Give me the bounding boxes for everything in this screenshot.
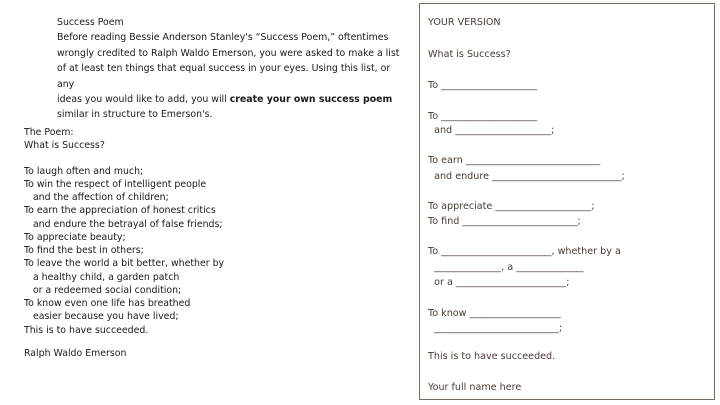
blank-line[interactable]: or a _______________________; (428, 277, 570, 288)
your-version-heading: YOUR VERSION (428, 17, 501, 28)
poem-subtitle: What is Success? (24, 140, 105, 152)
poem-line: To know even one life has breathed (24, 298, 191, 309)
blank-line[interactable]: __________________________; (428, 323, 563, 334)
instructions-line-text: ideas you would like to add, you will (57, 94, 227, 106)
poem-line: To laugh often and much; (24, 165, 144, 177)
poem-line: To appreciate beauty; (24, 231, 126, 243)
instructions-line: similar in structure to Emerson's. (57, 109, 213, 121)
instructions-emphasis: create your own success poem (229, 94, 393, 106)
poem-line: This is to have succeeded. (24, 324, 149, 336)
poem-line: easier because you have lived; (24, 311, 179, 323)
poem-line: To earn the appreciation of honest critics (24, 205, 216, 217)
blank-line[interactable]: and ____________________; (428, 125, 555, 136)
instructions (57, 15, 407, 123)
instructions-title: Success Poem (57, 17, 124, 28)
instructions-line (57, 92, 407, 107)
blank-line[interactable]: To find ________________________; (428, 216, 581, 227)
blank-line[interactable]: To earn ____________________________ (428, 155, 601, 166)
blank-line[interactable]: To know ___________________ (428, 308, 561, 319)
full-name-field[interactable]: Your full name here (428, 382, 522, 393)
blank-line[interactable]: and endure ___________________________; (428, 171, 625, 182)
poem-line: and endure the betrayal of false friends; (24, 218, 223, 230)
blank-line[interactable]: To ____________________ (428, 111, 538, 122)
closing-line: This is to have succeeded. (428, 351, 556, 362)
emerson-poem (24, 126, 394, 360)
poem-line: To leave the world a bit better, whether by (24, 258, 225, 270)
poem-header: The Poem: (24, 127, 74, 138)
your-version-question: What is Success? (428, 49, 511, 60)
blank-line[interactable]: To _______________________, whether by a (428, 246, 621, 257)
poem-line: a healthy child, a garden patch (24, 271, 180, 283)
your-version-panel (419, 3, 715, 400)
poem-line: To find the best in others; (24, 245, 144, 256)
blank-line[interactable]: To ____________________ (428, 80, 538, 91)
blank-line[interactable]: ______________, a ______________ (428, 262, 584, 273)
poem-line: or a redeemed social condition; (24, 284, 182, 296)
instructions-line: Before reading Bessie Anderson Stanley's “Success Poem,” oftentimes (57, 32, 389, 44)
poem-author: Ralph Waldo Emerson (24, 347, 127, 359)
poem-line: To win the respect of intelligent people (24, 178, 207, 190)
poem-line: and the affection of children; (24, 192, 169, 203)
instructions-line: of at least ten things that equal success in your eyes. Using this list, or any (57, 63, 391, 90)
instructions-line: wrongly credited to Ralph Waldo Emerson, you were asked to make a list (57, 47, 400, 59)
blank-line[interactable]: To appreciate ____________________; (428, 201, 595, 212)
